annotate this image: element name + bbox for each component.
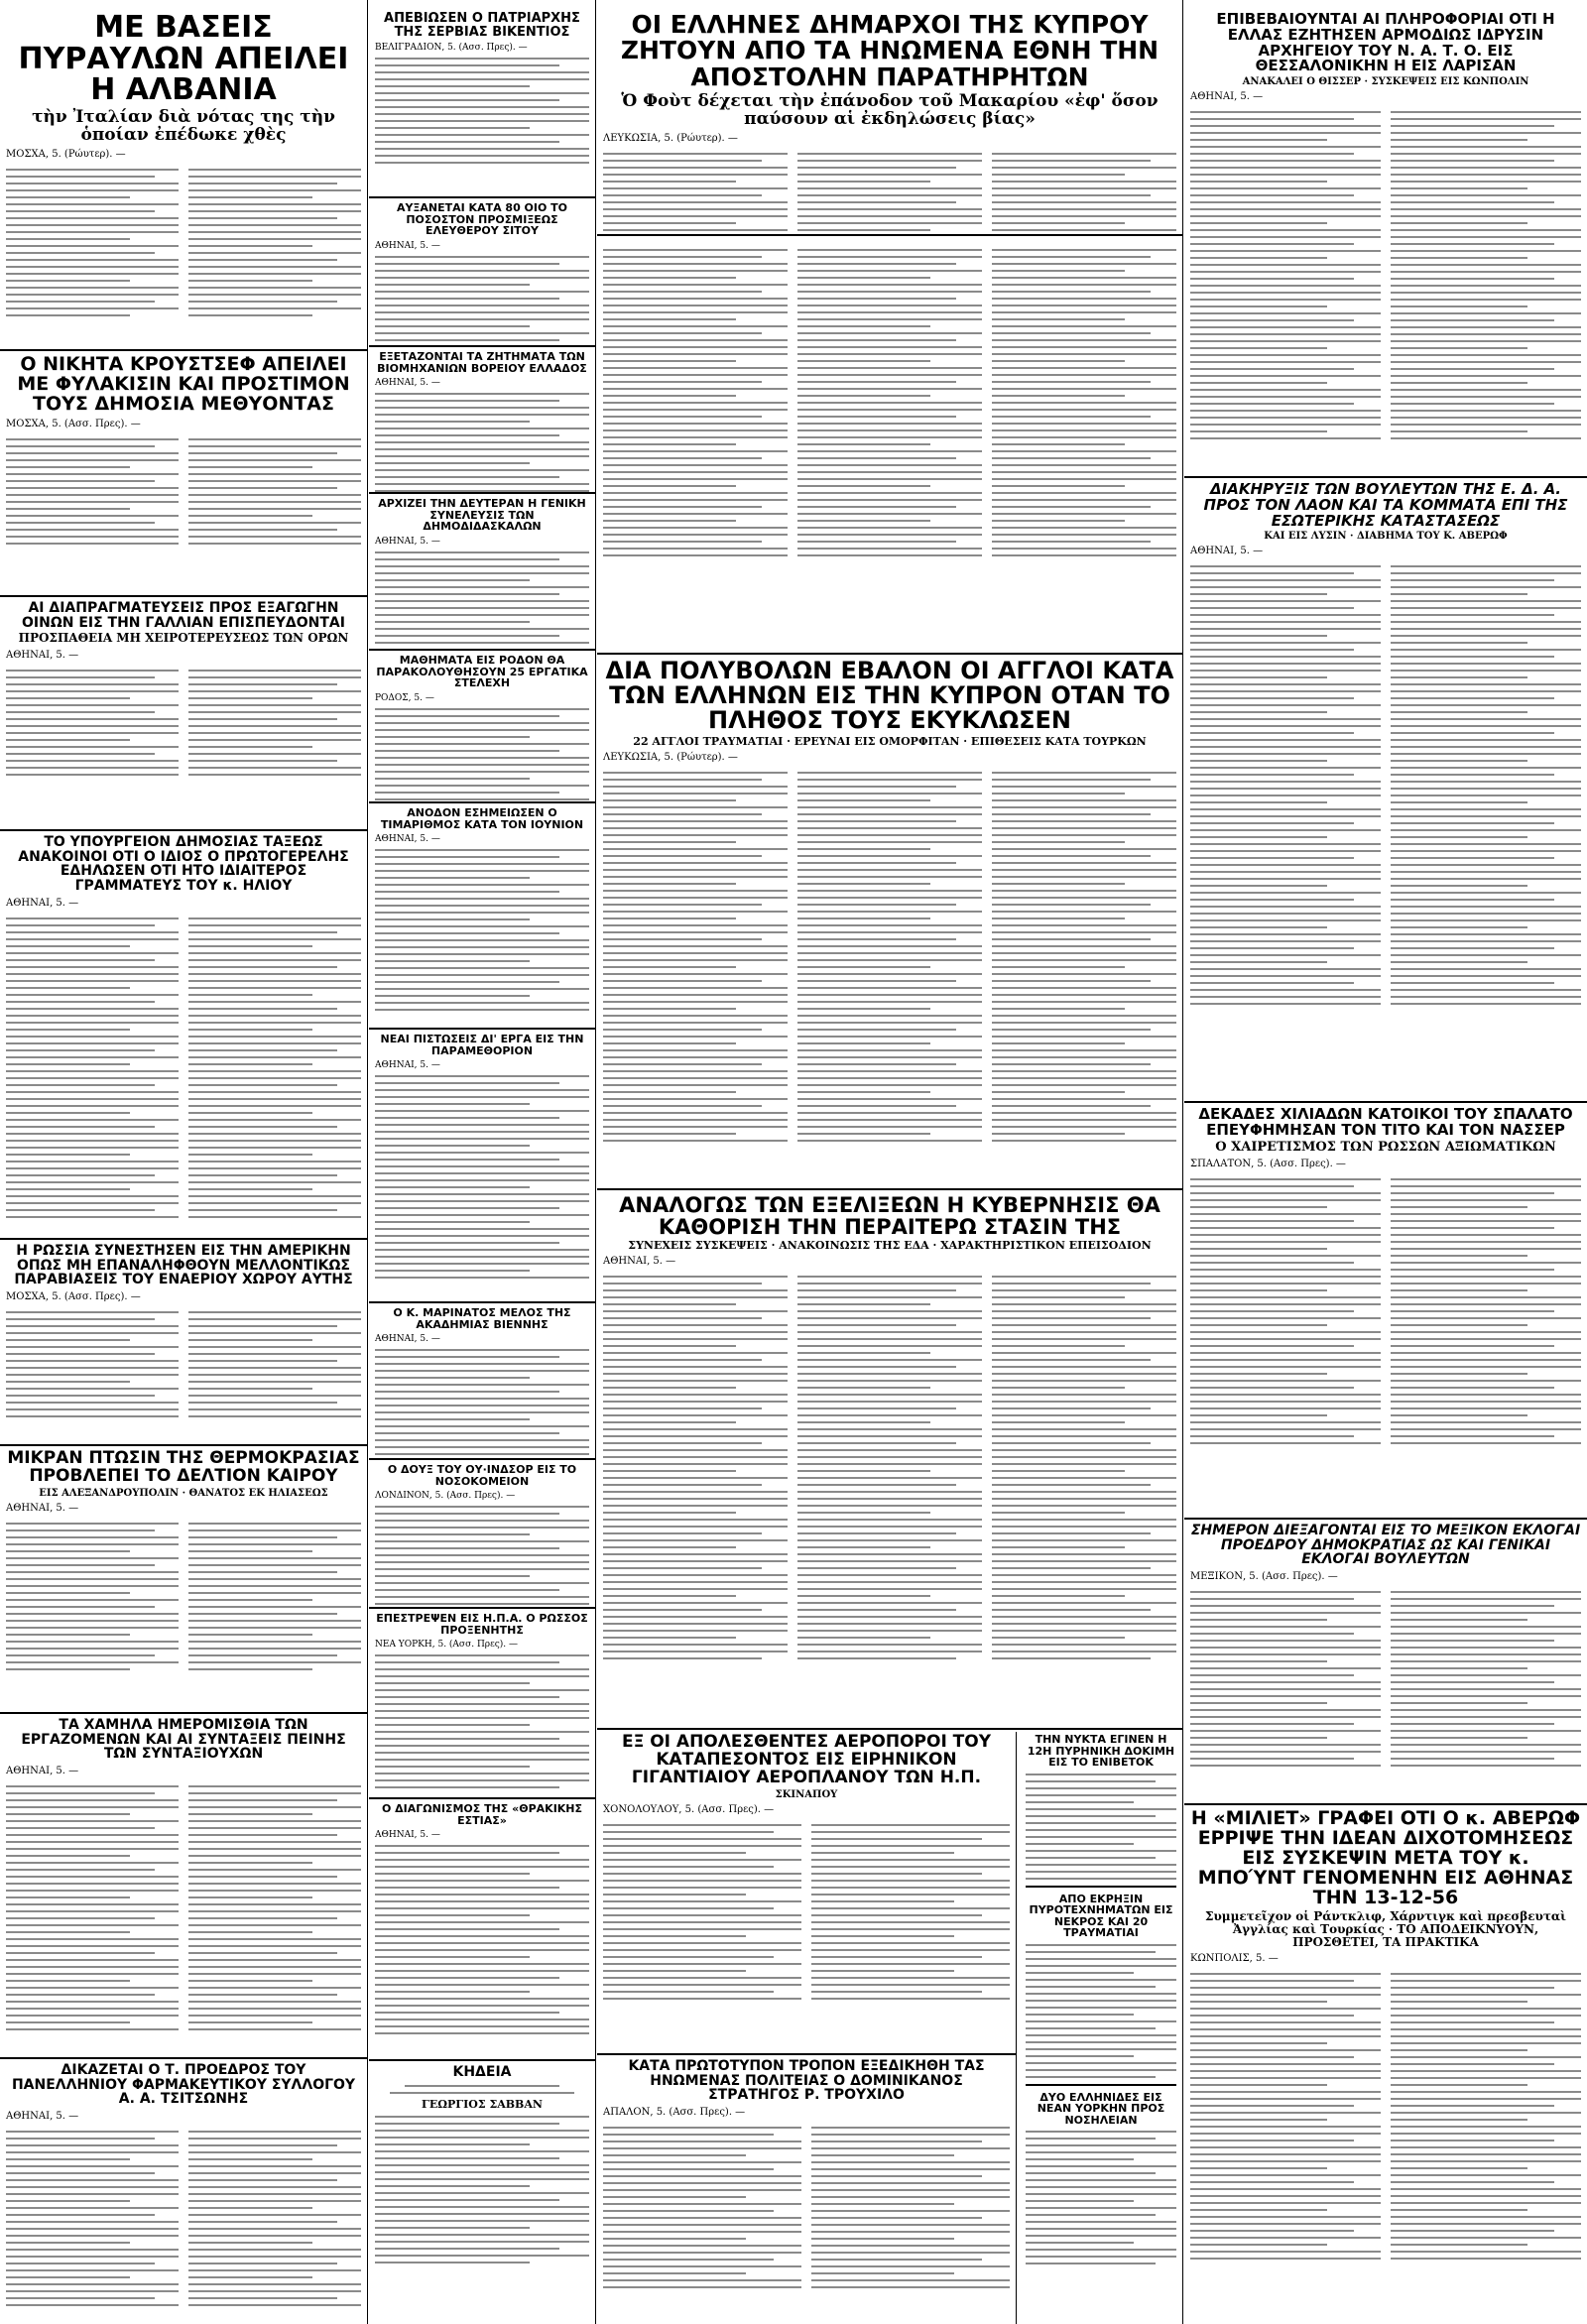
article-industry bbox=[369, 349, 595, 492]
body-text bbox=[375, 551, 589, 649]
headline: ΕΞ ΟΙ ΑΠΟΛΕΣΘΕΝΤΕΣ ΑΕΡΟΠΟΡΟΙ ΤΟΥ ΚΑΤΑΠΕΣΟΝΤΟΣ ΕΙΣ ΕΙΡΗΝΙΚΟΝ ΓΙΓΑΝΤΙΑΙΟΥ ΑΕΡΟΠΛΑΝΟΥ ΤΩΝ Η.Π. bbox=[621, 1732, 992, 1787]
article-miliet bbox=[1184, 1807, 1587, 2321]
dateline: ΑΘΗΝΑΙ, 5. — bbox=[375, 378, 440, 389]
article-rhodes bbox=[369, 653, 595, 801]
article-wages bbox=[0, 1716, 367, 2057]
article-thrace bbox=[369, 1801, 595, 2059]
dateline: ΜΟΣΧΑ, 5. (Ασσ. Πρες). — bbox=[6, 418, 141, 429]
subheadline: ΚΑΙ ΕΙΣ ΛΥΣΙΝ · ΔΙΑΒΗΜΑ ΤΟΥ Κ. ΑΒΕΡΩΦ bbox=[1264, 531, 1508, 543]
headline: ΟΙ ΕΛΛΗΝΕΣ ΔΗΜΑΡΧΟΙ ΤΗΣ ΚΥΠΡΟΥ ΖΗΤΟΥΝ ΑΠΟ ΤΑ ΗΝΩΜΕΝΑ ΕΘΝΗ ΤΗΝ ΑΠΟΣΤΟΛΗΝ ΠΑΡΑΤΗΡΗΤΩΝ bbox=[620, 10, 1160, 91]
article-weather bbox=[0, 1448, 367, 1712]
subheadline: ΣΥΝΕΧΕΙΣ ΣΥΣΚΕΨΕΙΣ · ΑΝΑΚΟΙΝΩΣΙΣ ΤΗΣ ΕΔΑ · ΧΑΡΑΚΤΗΡΙΣΤΙΚΟΝ ΕΠΕΙΣΟΔΙΟΝ bbox=[628, 1239, 1152, 1253]
body-text bbox=[1190, 1586, 1581, 1772]
body-text bbox=[375, 256, 589, 345]
headline-h-bomb: ΤΗΝ ΝΥΚΤΑ ΕΓΙΝΕΝ Η 12Η ΠΥΡΗΝΙΚΗ ΔΟΚΙΜΗ ΕΙΣ ΤΟ ΕΝΙΒΕΤΟΚ bbox=[1027, 1733, 1175, 1770]
headline: ΔΙΑ ΠΟΛΥΒΟΛΩΝ ΕΒΑΛΟΝ ΟΙ ΑΓΓΛΟΙ ΚΑΤΑ ΤΩΝ ΕΛΛΗΝΩΝ ΕΙΣ ΤΗΝ ΚΥΠΡΟΝ ΟΤΑΝ ΤΟ ΠΛΗΘΟΣ ΤΟΥΣ ΕΚΥΚΛΩΣΕΝ bbox=[605, 657, 1174, 735]
body-text bbox=[375, 58, 589, 164]
dateline: ΑΘΗΝΑΙ, 5. — bbox=[375, 834, 440, 845]
headline: ΑΝΟΔΟΝ ΕΣΗΜΕΙΩΣΕΝ Ο ΤΙΜΑΡΙΘΜΟΣ ΚΑΤΑ ΤΟΝ ΙΟΥΝΙΟΝ bbox=[380, 806, 584, 831]
article-nasser bbox=[369, 1462, 595, 1607]
body-text bbox=[1190, 106, 1581, 444]
divider bbox=[0, 349, 367, 351]
body-text bbox=[603, 1271, 1176, 1664]
divider bbox=[1026, 2084, 1176, 2086]
subheadline: ΠΡΟΣΠΑΘΕΙΑ ΜΗ ΧΕΙΡΟΤΕΡΕΥΣΕΩΣ ΤΩΝ ΟΡΩΝ bbox=[18, 631, 349, 646]
headline-fireworks: ΑΠΟ ΕΚΡΗΞΙΝ ΠΥΡΟΤΕΧΝΗΜΑΤΩΝ ΕΙΣ ΝΕΚΡΟΣ ΚΑΙ 20 ΤΡΑΥΜΑΤΙΑΙ bbox=[1029, 1892, 1173, 1940]
divider bbox=[369, 345, 595, 347]
divider bbox=[369, 1607, 595, 1609]
subheadline: 22 ΑΓΓΛΟΙ ΤΡΑΥΜΑΤΙΑΙ · ΕΡΕΥΝΑΙ ΕΙΣ ΟΜΟΡΦΙΤΑΝ · ΕΠΙΘΕΣΕΙΣ ΚΑΤΑ ΤΟΥΡΚΩΝ bbox=[633, 734, 1147, 748]
divider bbox=[0, 1444, 367, 1446]
dateline: ΣΠΑΛΑΤΟΝ, 5. (Ασσ. Πρες). — bbox=[1190, 1158, 1346, 1169]
article-split bbox=[1184, 1105, 1587, 1518]
divider bbox=[1184, 1518, 1587, 1520]
divider bbox=[1184, 1803, 1587, 1805]
body-text bbox=[375, 708, 589, 801]
article-marinatos bbox=[369, 1305, 595, 1458]
body-text bbox=[1190, 1173, 1581, 1449]
article-credits bbox=[369, 1032, 595, 1301]
headline: ΜΕ ΒΑΣΕΙΣ ΠΥΡΑΥΛΩΝ ΑΠΕΙΛΕΙ Η ΑΛΒΑΝΙΑ bbox=[18, 10, 349, 107]
subheadline: ΕΙΣ ΑΛΕΞΑΝΔΡΟΥΠΟΛΙΝ · ΘΑΝΑΤΟΣ ΕΚ ΗΛΙΑΣΕΩΣ bbox=[39, 1487, 328, 1499]
divider bbox=[369, 1797, 595, 1799]
dateline: ΑΘΗΝΑΙ, 5. — bbox=[6, 2111, 79, 2123]
dateline: ΡΟΔΟΣ, 5. — bbox=[375, 692, 434, 703]
body-text bbox=[6, 1306, 361, 1422]
divider bbox=[369, 196, 595, 198]
headline: ΚΑΤΑ ΠΡΩΤΟΤΥΠΟΝ ΤΡΟΠΟΝ ΕΞΕΔΙΚΗΘΗ ΤΑΣ ΗΝΩΜΕΝΑΣ ΠΟΛΙΤΕΙΑΣ Ο ΔΟΜΙΝΙΚΑΝΟΣ ΣΤΡΑΤΗΓΟΣ Ρ. ΤΡΟΥΧΙΛΟ bbox=[628, 2058, 985, 2104]
body-text bbox=[6, 665, 361, 781]
body-text bbox=[6, 164, 361, 321]
article-trujillo bbox=[597, 2057, 1016, 2321]
article-president bbox=[369, 1611, 595, 1797]
dateline: ΑΘΗΝΑΙ, 5. — bbox=[6, 1766, 79, 1777]
dateline: ΑΘΗΝΑΙ, 5. — bbox=[6, 649, 79, 661]
article-albania bbox=[0, 10, 367, 349]
body-text bbox=[375, 1654, 589, 1788]
divider bbox=[369, 1028, 595, 1030]
divider bbox=[597, 1188, 1182, 1190]
dateline: ΛΕΥΚΩΣΙΑ, 5. (Ρώυτερ). — bbox=[603, 751, 738, 763]
column-3 bbox=[597, 0, 1182, 2324]
body-text bbox=[603, 244, 1176, 561]
headline: ΤΟ ΥΠΟΥΡΓΕΙΟΝ ΔΗΜΟΣΙΑΣ ΤΑΞΕΩΣ ΑΝΑΚΟΙΝΟΙ ΟΤΙ Ο ΙΔΙΟΣ Ο ΠΡΩΤΟΓΕΡΕΛΗΣ ΕΔΗΛΩΣΕΝ ΟΤΙ ΗΤΟ ΙΔΙΑΙΤΕΡΟΣ ΓΡΑΜΜΑΤΕΥΣ ΤΟΥ κ. ΗΛΙΟΥ bbox=[18, 834, 349, 895]
divider bbox=[1184, 1101, 1587, 1103]
dateline: ΜΟΣΧΑ, 5. (Ρώυτερ). — bbox=[6, 148, 126, 160]
headline: Η «ΜΙΛΙΕΤ» ΓΡΑΦΕΙ ΟΤΙ Ο κ. ΑΒΕΡΩΦ ΕΡΡΙΨΕ ΤΗΝ ΙΔΕΑΝ ΔΙΧΟΤΟΜΗΣΕΩΣ ΕΙΣ ΣΥΣΚΕΨΙΝ ΜΕΤΑ ΤΟΥ κ. ΜΠΟΎΝΤ ΓΕΝΟΜΕΝΗΝ ΕΙΣ ΑΘΗΝΑΣ ΤΗΝ 13-12-56 bbox=[1190, 1807, 1581, 1908]
headline: ΑΡΧΙΖΕΙ ΤΗΝ ΔΕΥΤΕΡΑΝ Η ΓΕΝΙΚΗ ΣΥΝΕΛΕΥΣΙΣ ΤΩΝ ΔΗΜΟΔΙΔΑΣΚΑΛΩΝ bbox=[378, 497, 586, 534]
body-text bbox=[375, 1845, 589, 2034]
column-rule bbox=[1016, 1732, 1017, 2324]
headline: ΕΠΙΒΕΒΑΙΟΥΝΤΑΙ ΑΙ ΠΛΗΡΟΦΟΡΙΑΙ ΟΤΙ Η ΕΛΛΑΣ ΕΖΗΤΗΣΕΝ ΑΡΜΟΔΙΩΣ ΙΔΡΥΣΙΝ ΑΡΧΗΓΕΙΟΥ ΤΟΥ Ν. Α. Τ. Ο. ΕΙΣ ΘΕΣΣΑΛΟΝΙΚΗΝ Η ΕΙΣ ΛΑΡΙΣΑΝ bbox=[1216, 10, 1555, 75]
divider bbox=[597, 1728, 1182, 1730]
dateline: ΑΘΗΝΑΙ, 5. — bbox=[375, 240, 440, 251]
body-text bbox=[1026, 2131, 1176, 2264]
body-text bbox=[603, 2122, 1010, 2293]
headline: ΕΞΕΤΑΖΟΝΤΑΙ ΤΑ ΖΗΤΗΜΑΤΑ ΤΩΝ ΒΙΟΜΗΧΑΝΙΩΝ ΒΟΡΕΙΟΥ ΕΛΛΑΔΟΣ bbox=[377, 350, 587, 375]
divider bbox=[1026, 1886, 1176, 1888]
body-text bbox=[1026, 1774, 1176, 1880]
dateline: ΑΘΗΝΑΙ, 5. — bbox=[375, 536, 440, 547]
column-2 bbox=[369, 0, 595, 2324]
divider bbox=[369, 2059, 595, 2061]
headline: ΚΗΔΕΙΑ bbox=[452, 2064, 512, 2080]
column-1 bbox=[0, 0, 367, 2324]
headline-newyork: ΔΥΟ ΕΛΛΗΝΙΔΕΣ ΕΙΣ ΝΕΑΝ ΥΟΡΚΗΝ ΠΡΟΣ ΝΟΣΗΛΕΙΑΝ bbox=[1037, 2090, 1165, 2127]
body-text bbox=[375, 1506, 589, 1607]
divider bbox=[369, 649, 595, 651]
subheadline: Ο ΧΑΙΡΕΤΙΣΜΟΣ ΤΩΝ ΡΩΣΣΩΝ ΑΞΙΩΜΑΤΙΚΩΝ bbox=[1215, 1139, 1556, 1155]
body-text bbox=[375, 2085, 589, 2094]
dateline: ΧΟΝΟΛΟΥΛΟΥ, 5. (Ασσ. Πρες). — bbox=[603, 1803, 775, 1815]
dateline: ΑΘΗΝΑΙ, 5. — bbox=[6, 1502, 79, 1514]
column-rule bbox=[1182, 0, 1183, 2324]
subheadline: ΣΚΙΝΑΠΟΥ bbox=[775, 1788, 838, 1800]
divider bbox=[597, 234, 1182, 236]
dateline: ΛΕΥΚΩΣΙΑ, 5. (Ρώυτερ). — bbox=[603, 133, 738, 145]
article-grain bbox=[369, 200, 595, 345]
headline: ΣΗΜΕΡΟΝ ΔΙΕΞΑΓΟΝΤΑΙ ΕΙΣ ΤΟ ΜΕΞΙΚΟΝ ΕΚΛΟΓΑΙ ΠΡΟΕΔΡΟΥ ΔΗΜΟΚΡΑΤΙΑΣ ΩΣ ΚΑΙ ΓΕΝΙΚΑΙ ΕΚΛΟΓΑΙ ΒΟΥΛΕΥΤΩΝ bbox=[1190, 1523, 1581, 1568]
article-cyprus-body bbox=[597, 238, 1182, 653]
article-fire bbox=[597, 657, 1182, 1188]
headline: ΔΕΚΑΔΕΣ ΧΙΛΙΑΔΩΝ ΚΑΤΟΙΚΟΙ ΤΟΥ ΣΠΑΛΑΤΟ ΕΠΕΥΦΗΜΗΣΑΝ ΤΟΝ ΤΙΤΟ ΚΑΙ ΤΟΝ ΝΑΣΣΕΡ bbox=[1198, 1105, 1573, 1139]
headline: Ο ΔΟΥΞ ΤΟΥ ΟΥ·ΙΝΔΣΟΡ ΕΙΣ ΤΟ ΝΟΣΟΚΟΜΕΙΟΝ bbox=[387, 1463, 577, 1488]
dateline: ΜΟΣΧΑ, 5. (Ασσ. Πρες). — bbox=[6, 1291, 141, 1303]
headline: Η ΡΩΣΣΙΑ ΣΥΝΕΣΤΗΣΕΝ ΕΙΣ ΤΗΝ ΑΜΕΡΙΚΗΝ ΟΠΩΣ ΜΗ ΕΠΑΝΑΛΗΦΘΟΥΝ ΜΕΛΛΟΝΤΙΚΩΣ ΠΑΡΑΒΙΑΣΕΙΣ ΤΟΥ ΕΝΑΕΡΙΟΥ ΧΩΡΟΥ ΑΥΤΗΣ bbox=[14, 1243, 353, 1288]
article-index bbox=[369, 805, 595, 1028]
body-text bbox=[6, 1780, 361, 2035]
body-text bbox=[375, 2116, 589, 2263]
dateline: ΒΕΛΙΓΡΑΔΙΟΝ, 5. (Ασσ. Πρες). — bbox=[375, 43, 528, 54]
dateline: ΑΘΗΝΑΙ, 5. — bbox=[6, 897, 79, 909]
article-funeral bbox=[369, 2063, 595, 2321]
column-4 bbox=[1184, 0, 1587, 2324]
column-rule bbox=[367, 0, 368, 2324]
divider bbox=[597, 653, 1182, 655]
dateline: ΑΘΗΝΑΙ, 5. — bbox=[1190, 546, 1264, 557]
subheadline: ΑΝΑΚΑΛΕΙ Ο ΘΙΣΣΕΡ · ΣΥΣΚΕΨΕΙΣ ΕΙΣ ΚΩΝΠΟΛΙΝ bbox=[1242, 76, 1529, 87]
dateline: ΑΘΗΝΑΙ, 5. — bbox=[1190, 91, 1264, 102]
divider bbox=[369, 1458, 595, 1460]
headline: Ο ΔΙΑΓΩΝΙΣΜΟΣ ΤΗΣ «ΘΡΑΚΙΚΗΣ ΕΣΤΙΑΣ» bbox=[381, 1802, 583, 1827]
body-text bbox=[1026, 1944, 1176, 2078]
body-text bbox=[375, 849, 589, 1011]
article-wines bbox=[0, 599, 367, 829]
inner-column bbox=[1020, 1732, 1182, 2317]
article-nato bbox=[1184, 10, 1587, 476]
article-ministry bbox=[0, 833, 367, 1238]
divider bbox=[369, 801, 595, 803]
article-khrushchev bbox=[0, 353, 367, 595]
divider bbox=[0, 1712, 367, 1714]
headline: ΜΑΘΗΜΑΤΑ ΕΙΣ ΡΟΔΟΝ ΘΑ ΠΑΡΑΚΟΛΟΥΘΗΣΟΥΝ 25 ΕΡΓΑΤΙΚΑ ΣΤΕΛΕΧΗ bbox=[376, 654, 588, 690]
dateline: ΚΩΝΠΟΛΙΣ, 5. — bbox=[1190, 1953, 1279, 1965]
article-patriarch bbox=[369, 10, 595, 196]
column-rule bbox=[595, 0, 596, 2324]
headline: ΑΝΑΛΟΓΩΣ ΤΩΝ ΕΞΕΛΙΞΕΩΝ Η ΚΥΒΕΡΝΗΣΙΣ ΘΑ ΚΑΘΟΡΙΣΗ ΤΗΝ ΠΕΡΑΙΤΕΡΩ ΣΤΑΣΙΝ ΤΗΣ bbox=[619, 1193, 1160, 1240]
divider bbox=[0, 595, 367, 597]
body-text bbox=[6, 1518, 361, 1675]
body-text bbox=[375, 1075, 589, 1279]
divider bbox=[0, 2057, 367, 2059]
body-text bbox=[375, 393, 589, 492]
body-text bbox=[6, 2126, 361, 2311]
headline: ΑΠΕΒΙΩΣΕΝ Ο ΠΑΤΡΙΑΡΧΗΣ ΤΗΣ ΣΕΡΒΙΑΣ ΒΙΚΕΝΤΙΟΣ bbox=[384, 11, 580, 40]
article-eda bbox=[1184, 480, 1587, 1101]
dateline: ΛΟΝΔΙΝΟΝ, 5. (Ασσ. Πρες). — bbox=[375, 1491, 516, 1502]
subheadline: τὴν Ἰταλίαν διὰ νότας της τὴν ὁποίαν ἐπέδωκε χθὲς bbox=[32, 106, 335, 146]
subheadline: Συμμετεῖχον οἱ Ράντκλιφ, Χάρντιγκ καὶ πρεσβευταὶ Ἀγγλίας καὶ Τουρκίας · ΤΟ ΑΠΟΔΕΙΚΝΥΟΥΝ, ΠΡΟΣΘΕΤΕΙ, ΤΑ ΠΡΑΚΤΙΚΑ bbox=[1205, 1908, 1566, 1950]
headline: Ο ΝΙΚΗΤΑ ΚΡΟΥΣΤΣΕΦ ΑΠΕΙΛΕΙ ΜΕ ΦΥΛΑΚΙΣΙΝ ΚΑΙ ΠΡΟΣΤΙΜΟΝ ΤΟΥΣ ΔΗΜΟΣΙΑ ΜΕΘΥΟΝΤΑΣ bbox=[17, 353, 350, 415]
headline: ΝΕΑΙ ΠΙΣΤΩΣΕΙΣ ΔΙ' ΕΡΓΑ ΕΙΣ ΤΗΝ ΠΑΡΑΜΕΘΟΡΙΟΝ bbox=[380, 1033, 584, 1057]
subheadline: ΓΕΩΡΓΙΟΣ ΣΑΒΒΑΝ bbox=[422, 2097, 543, 2111]
dateline: ΑΘΗΝΑΙ, 5. — bbox=[375, 1334, 440, 1345]
dateline: ΑΘΗΝΑΙ, 5. — bbox=[375, 1830, 440, 1841]
body-text bbox=[603, 148, 1176, 234]
headline: ΑΙ ΔΙΑΠΡΑΓΜΑΤΕΥΣΕΙΣ ΠΡΟΣ ΕΞΑΓΩΓΗΝ ΟΙΝΩΝ ΕΙΣ ΤΗΝ ΓΑΛΛΙΑΝ ΕΠΙΣΠΕΥΔΟΝΤΑΙ bbox=[22, 600, 345, 631]
headline: ΕΠΕΣΤΡΕΨΕΝ ΕΙΣ Η.Π.Α. Ο ΡΩΣΣΟΣ ΠΡΟΞΕΝΗΤΗΣ bbox=[376, 1612, 588, 1637]
headline: ΔΙΑΚΗΡΥΞΙΣ ΤΩΝ ΒΟΥΛΕΥΤΩΝ ΤΗΣ Ε. Δ. Α. ΠΡΟΣ ΤΟΝ ΛΑΟΝ ΚΑΙ ΤΑ ΚΟΜΜΑΤΑ ΕΠΙ ΤΗΣ ΕΣΩΤΕΡΙΚΗΣ ΚΑΤΑΣΤΑΣΕΩΣ bbox=[1203, 480, 1568, 530]
divider bbox=[0, 829, 367, 831]
dateline: ΝΕΑ ΥΟΡΚΗ, 5. (Ασσ. Πρες). — bbox=[375, 1640, 519, 1651]
article-aircraft bbox=[597, 1732, 1016, 2053]
article-mexico bbox=[1184, 1522, 1587, 1803]
article-govt bbox=[597, 1192, 1182, 1728]
body-text bbox=[603, 767, 1176, 1147]
dateline: ΑΘΗΝΑΙ, 5. — bbox=[375, 1060, 440, 1071]
body-text bbox=[6, 913, 361, 1223]
dateline: ΑΘΗΝΑΙ, 5. — bbox=[603, 1256, 676, 1268]
headline: ΑΥΞΑΝΕΤΑΙ ΚΑΤΑ 80 ΟΙΟ ΤΟ ΠΟΣΟΣΤΟΝ ΠΡΟΣΜΙΞΕΩΣ ΕΛΕΥΘΕΡΟΥ ΣΙΤΟΥ bbox=[396, 201, 568, 238]
divider bbox=[597, 2053, 1016, 2055]
article-russia bbox=[0, 1242, 367, 1444]
article-cyprus bbox=[597, 10, 1182, 234]
headline: ΔΙΚΑΖΕΤΑΙ Ο Τ. ΠΡΟΕΔΡΟΣ ΤΟΥ ΠΑΝΕΛΛΗΝΙΟΥ ΦΑΡΜΑΚΕΥΤΙΚΟΥ ΣΥΛΛΟΓΟΥ Α. Α. ΤΣΙΤΣΩΝΗΣ bbox=[11, 2062, 356, 2108]
divider bbox=[1184, 476, 1587, 478]
body-text bbox=[6, 433, 361, 550]
divider bbox=[369, 492, 595, 494]
subheadline: Ὁ Φοὺτ δέχεται τὴν ἐπάνοδον τοῦ Μακαρίου «ἐφ' ὅσον παύσουν αἱ ἐκδηλώσεις βίας» bbox=[621, 90, 1159, 130]
dateline: ΑΠΑΛΟΝ, 5. (Ασσ. Πρες). — bbox=[603, 2107, 746, 2119]
body-text bbox=[603, 1819, 1010, 2005]
dateline: ΜΕΞΙΚΟΝ, 5. (Ασσ. Πρες). — bbox=[1190, 1571, 1338, 1583]
article-pharma bbox=[0, 2061, 367, 2321]
headline: ΜΙΚΡΑΝ ΠΤΩΣΙΝ ΤΗΣ ΘΕΡΜΟΚΡΑΣΙΑΣ ΠΡΟΒΛΕΠΕΙ ΤΟ ΔΕΛΤΙΟΝ ΚΑΙΡΟΥ bbox=[7, 1448, 360, 1486]
body-text bbox=[375, 1349, 589, 1455]
body-text bbox=[1190, 1968, 1581, 2264]
headline: Ο Κ. ΜΑΡΙΝΑΤΟΣ ΜΕΛΟΣ ΤΗΣ ΑΚΑΔΗΜΙΑΣ ΒΙΕΝΝΗΣ bbox=[393, 1306, 571, 1331]
divider bbox=[369, 1301, 595, 1303]
divider bbox=[0, 1238, 367, 1240]
body-text bbox=[1190, 560, 1581, 1010]
headline: ΤΑ ΧΑΜΗΛΑ ΗΜΕΡΟΜΙΣΘΙΑ ΤΩΝ ΕΡΓΑΖΟΜΕΝΩΝ ΚΑΙ ΑΙ ΣΥΝΤΑΞΕΙΣ ΠΕΙΝΗΣ ΤΩΝ ΣΥΝΤΑΞΙΟΥΧΩΝ bbox=[21, 1717, 346, 1763]
article-teachers bbox=[369, 496, 595, 649]
